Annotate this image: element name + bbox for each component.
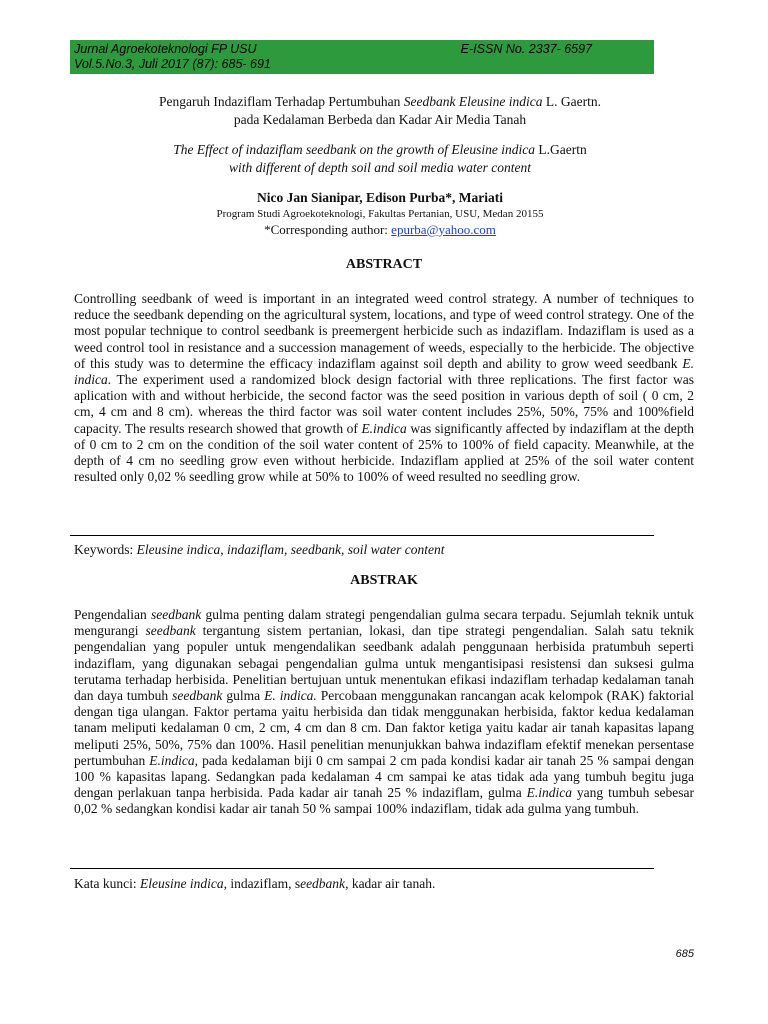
title-english (70, 141, 690, 177)
keyword-sep: , (340, 542, 348, 557)
keyword-text: , kadar air tanah. (345, 876, 436, 891)
keyword-sep: , (220, 542, 227, 557)
keyword: Eleusine indica (136, 542, 221, 557)
title-indonesian (70, 93, 690, 129)
page-number: 685 (675, 948, 694, 960)
abstrak-part: yang tumbuh sebesar 0,02 % sedangkan kondisi kadar air tanah 50 % sampai 100% indaziflam, tidak ada gulma yang tumbuh. (74, 785, 694, 817)
title-id-text: Pengaruh Indaziflam Terhadap Pertumbuhan (159, 94, 404, 109)
keyword: soil water content (347, 542, 445, 557)
abstract-heading: ABSTRACT (345, 257, 423, 272)
divider (70, 868, 654, 869)
title-id-italic: Seedbank Eleusine indica (403, 94, 543, 109)
kata-kunci (74, 876, 435, 892)
keyword: Eleusine indica (139, 876, 224, 891)
abstrak-part: Percobaan menggunakan rancangan acak kelompok (RAK) faktorial dengan tiga ulangan. Faktor pertama yaitu herbisida dan tidak menggunakan herbisida, faktor kedua kedalaman tanam meliputi kedalaman 0 cm, 2 cm, 4 cm dan 8 cm. Dan faktor ketiga yaitu kadar air tanah kapasitas lapang meliputi 25%, 50%, 75% dan 100%. Hasil penelitian menunjukkan bahwa indaziflam efektif menekan persentase pertumbuhan (74, 688, 694, 768)
title-en-line2: with different of depth soil and soil media water content (228, 160, 532, 175)
abstrak-italic: E.indica (149, 752, 195, 768)
journal-issn: E-ISSN No. 2337- 6597 (460, 42, 592, 56)
corresponding-author (70, 222, 690, 238)
abstrak-heading: ABSTRAK (350, 573, 418, 588)
keyword-text: , indaziflam, s (223, 876, 301, 891)
title-en-italic: The Effect of indaziflam seedbank on the growth of Eleusine indica (173, 142, 535, 157)
abstrak-italic: seedbank (172, 688, 223, 704)
abstract-species: E. indica (74, 355, 694, 388)
abstrak-part: tergantung sistem pertanian, lokasi, dan tipe strategi pengendalian. Salah satu teknik pengendalian yang populer untuk mengendalikan seedbank adalah penggunaan herbisida pratumbuh seperti indaziflam, yang digunakan sebagai pengendalian gulma untuk mengantisipasi resistensi dan suksesi gulma terutama terhadap herbisida. Penelitian bertujuan untuk menentukan efikasi indaziflam terhadap kedalaman tanah dan daya tumbuh (74, 623, 694, 704)
abstract-part: . The experiment used a randomized block design factorial with three replications. The first factor was aplication with and without herbicide, the second factor was the seed position in various depth of soil ( 0 cm, 2 cm, 4 cm and 8 cm). whereas the third factor was soil water content includes 25%, 50%, 75% and 100%field capacity. The results research showed that growth of (74, 372, 694, 436)
affiliation: Program Studi Agroekoteknologi, Fakultas Pertanian, USU, Medan 20155 (216, 208, 544, 220)
abstract-species: E.indica (361, 420, 407, 436)
corresponding-label: *Corresponding author: (264, 222, 392, 237)
keywords-label: Keywords: (74, 542, 137, 557)
title-id-suffix: L. Gaertn. (542, 94, 601, 109)
abstract-text (74, 291, 694, 485)
journal-header-bar (70, 40, 654, 74)
abstrak-part: Pengendalian (74, 607, 152, 622)
title-id-line2: pada Kedalaman Berbeda dan Kadar Air Media Tanah (233, 112, 527, 127)
title-en-suffix: L.Gaertn (534, 142, 587, 157)
keywords (74, 542, 444, 558)
abstrak-part: , pada kedalaman biji 0 cm sampai 2 cm pada kondisi kadar air tanah 25 % sampai dengan 100 % kapasitas lapang. Sedangkan pada kedalaman 4 cm sampai ke atas tidak ada yang tumbuh begitu juga dengan perlakuan tanpa herbisida. Pada kadar air tanah 25 % indaziflam, gulma (74, 752, 695, 801)
abstract-part: Controlling seedbank of weed is important in an integrated weed control strategy. A number of techniques to reduce the seedbank depending on the agricultural system, locations, and type of weed control strategy. One of the most popular technique to control seedbank is preemergent herbicide such as indaziflam. Indaziflam is used as a weed control tool in resistance and a succession management of weeds, especially to the herbicide. The objective of this study was to determine the efficacy indaziflam against soil depth and ability to grow weed seedbank (74, 291, 694, 371)
abstrak-part: gulma penting dalam strategi pengendalian gulma secara terpadu. Sejumlah teknik untuk mengurangi (74, 607, 695, 639)
keyword: indaziflam, (226, 542, 288, 557)
divider (70, 535, 654, 536)
abstrak-italic: seedbank (151, 607, 202, 622)
abstract-part: was significantly affected by indaziflam at the depth of 0 cm to 2 cm on the condition of the soil water content of 25% to 100% of field capacity. Meanwhile, at the depth of 4 cm no seedling grow even without herbicide. Indaziflam applied at 25% of the soil water content resulted only 0,02 % seedling grow while at 50% to 100% of weed resulted no seedling grow. (74, 420, 694, 485)
abstrak-part: gulma (222, 688, 265, 704)
abstrak-italic: seedbank (145, 623, 196, 639)
email-link[interactable]: epurba@yahoo.com (391, 222, 496, 237)
abstrak-italic: E. indica. (264, 688, 317, 704)
abstrak-italic: E.indica (526, 785, 572, 801)
kata-kunci-label: Kata kunci: (74, 876, 140, 891)
authors: Nico Jan Sianipar, Edison Purba*, Mariati (257, 190, 503, 205)
journal-volume: Vol.5.No.3, Juli 2017 (87): 685- 691 (74, 57, 271, 71)
keyword: seedbank (290, 542, 341, 557)
abstrak-text (74, 607, 694, 818)
journal-name: Jurnal Agroekoteknologi FP USU (74, 42, 257, 56)
keyword: eedbank (300, 876, 346, 891)
